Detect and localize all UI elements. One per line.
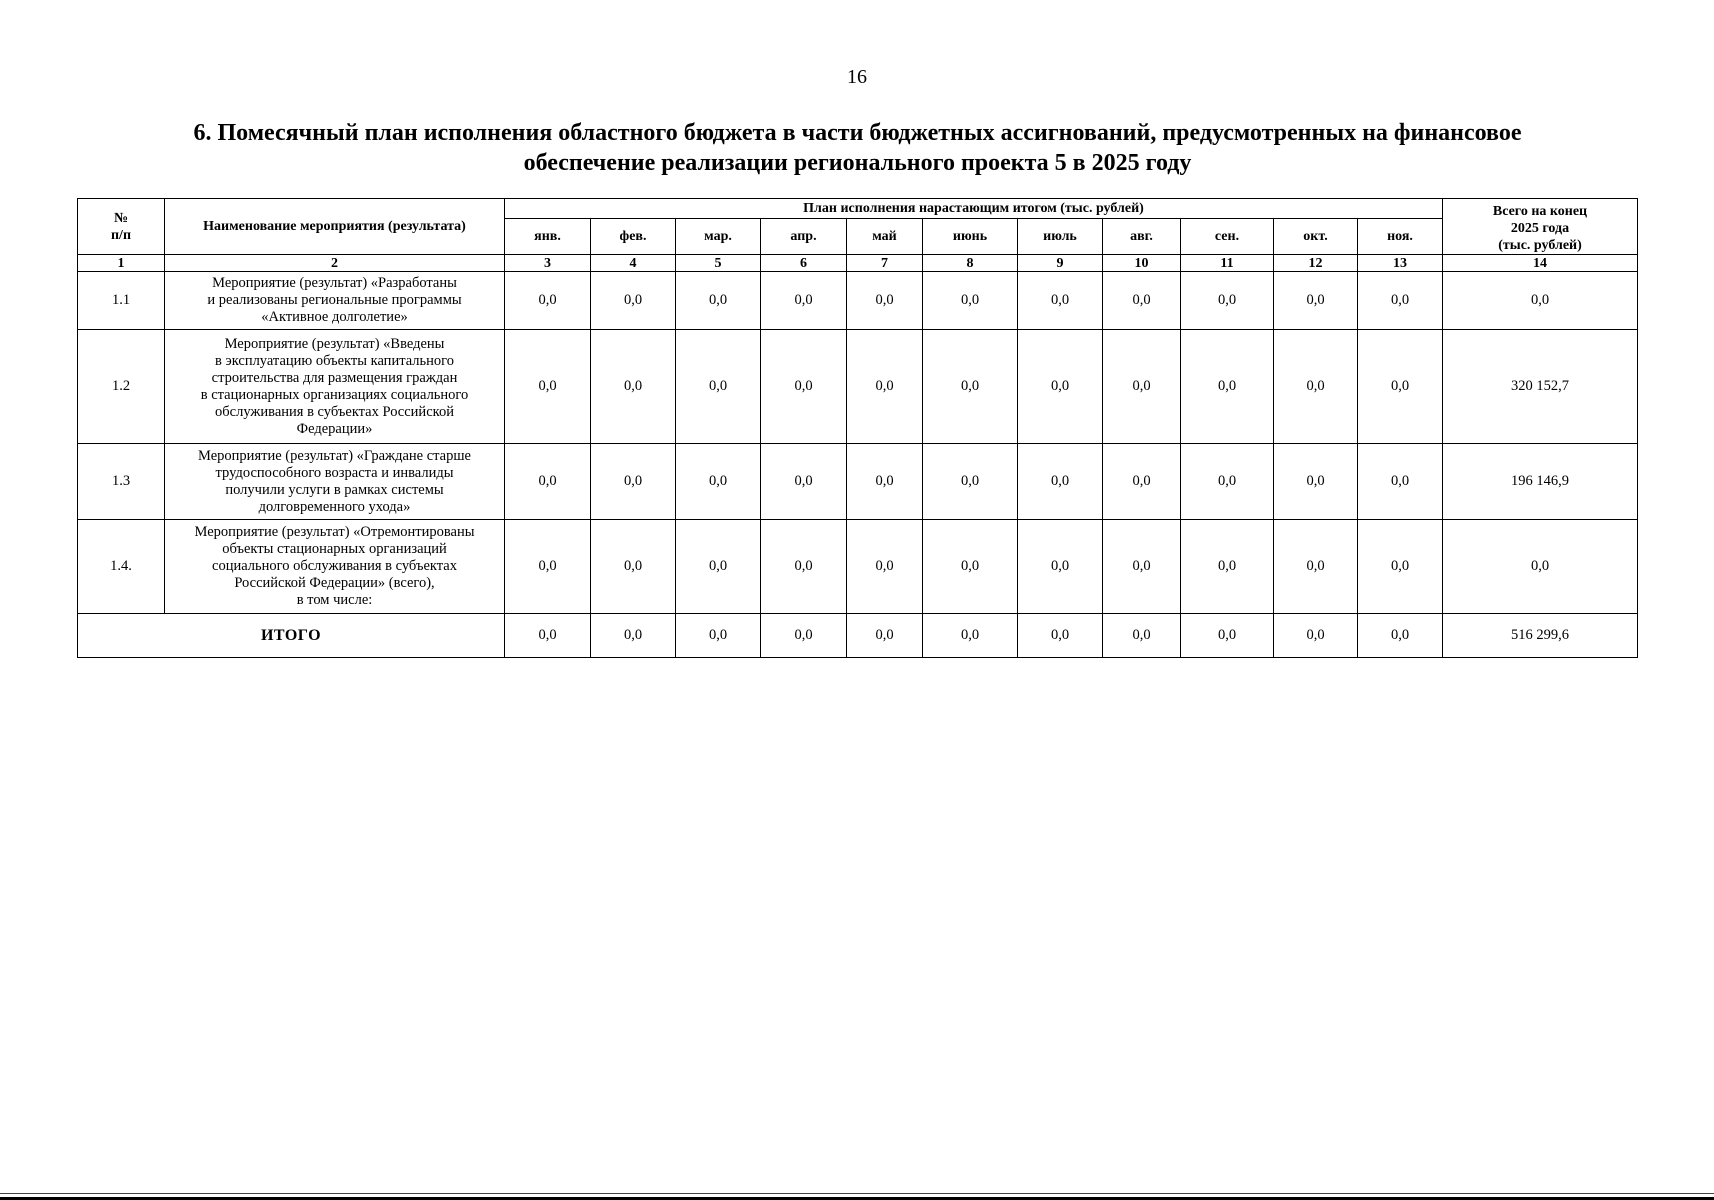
table-row bbox=[78, 272, 1638, 330]
month-value: 0,0 bbox=[1358, 330, 1443, 444]
month-value: 0,0 bbox=[1274, 444, 1358, 520]
total-month-value: 0,0 bbox=[1018, 614, 1103, 658]
month-value: 0,0 bbox=[1274, 520, 1358, 614]
document-title bbox=[160, 118, 1555, 178]
month-value: 0,0 bbox=[505, 444, 591, 520]
footer-divider-thin bbox=[0, 1193, 1714, 1194]
row-name: Мероприятие (результат) «Разработаны и реализованы региональные программы «Активное долголетие» bbox=[165, 272, 505, 330]
month-value: 0,0 bbox=[1018, 520, 1103, 614]
month-value: 0,0 bbox=[1103, 330, 1181, 444]
column-number: 1 bbox=[78, 255, 165, 272]
header-month: авг. bbox=[1103, 219, 1181, 255]
month-value: 0,0 bbox=[1358, 272, 1443, 330]
row-total: 0,0 bbox=[1443, 520, 1638, 614]
table-row bbox=[78, 330, 1638, 444]
page-number: 16 bbox=[847, 66, 867, 88]
column-number: 3 bbox=[505, 255, 591, 272]
column-number: 7 bbox=[847, 255, 923, 272]
total-month-value: 0,0 bbox=[1181, 614, 1274, 658]
header-month: сен. bbox=[1181, 219, 1274, 255]
month-value: 0,0 bbox=[591, 272, 676, 330]
month-value: 0,0 bbox=[591, 444, 676, 520]
header-row-top bbox=[78, 199, 1638, 219]
month-value: 0,0 bbox=[505, 330, 591, 444]
total-month-value: 0,0 bbox=[761, 614, 847, 658]
month-value: 0,0 bbox=[1358, 520, 1443, 614]
table-row bbox=[78, 444, 1638, 520]
month-value: 0,0 bbox=[847, 520, 923, 614]
month-value: 0,0 bbox=[676, 520, 761, 614]
column-number: 14 bbox=[1443, 255, 1638, 272]
total-month-value: 0,0 bbox=[591, 614, 676, 658]
total-label: ИТОГО bbox=[78, 614, 505, 658]
month-value: 0,0 bbox=[1274, 272, 1358, 330]
month-value: 0,0 bbox=[591, 330, 676, 444]
header-month: июнь bbox=[923, 219, 1018, 255]
month-value: 0,0 bbox=[505, 520, 591, 614]
row-name: Мероприятие (результат) «Отремонтированы объекты стационарных организаций социального обслуживания в субъектах Российской Федерации» (всего), в том числе: bbox=[165, 520, 505, 614]
header-month: май bbox=[847, 219, 923, 255]
total-month-value: 0,0 bbox=[676, 614, 761, 658]
month-value: 0,0 bbox=[847, 272, 923, 330]
month-value: 0,0 bbox=[676, 444, 761, 520]
column-number: 6 bbox=[761, 255, 847, 272]
month-value: 0,0 bbox=[1181, 444, 1274, 520]
month-value: 0,0 bbox=[923, 330, 1018, 444]
month-value: 0,0 bbox=[676, 272, 761, 330]
column-number: 13 bbox=[1358, 255, 1443, 272]
month-value: 0,0 bbox=[591, 520, 676, 614]
column-number: 5 bbox=[676, 255, 761, 272]
budget-plan-table bbox=[77, 198, 1638, 658]
month-value: 0,0 bbox=[1358, 444, 1443, 520]
month-value: 0,0 bbox=[676, 330, 761, 444]
month-value: 0,0 bbox=[1018, 444, 1103, 520]
month-value: 0,0 bbox=[1181, 272, 1274, 330]
month-value: 0,0 bbox=[923, 272, 1018, 330]
total-month-value: 0,0 bbox=[1103, 614, 1181, 658]
month-value: 0,0 bbox=[1103, 444, 1181, 520]
row-name: Мероприятие (результат) «Граждане старше трудоспособного возраста и инвалиды получили услуги в рамках системы долговременного ухода» bbox=[165, 444, 505, 520]
total-month-value: 0,0 bbox=[505, 614, 591, 658]
month-value: 0,0 bbox=[847, 444, 923, 520]
header-name: Наименование мероприятия (результата) bbox=[165, 199, 505, 255]
table-row bbox=[78, 520, 1638, 614]
header-row-column-numbers bbox=[78, 255, 1638, 272]
total-row bbox=[78, 614, 1638, 658]
header-month: фев. bbox=[591, 219, 676, 255]
month-value: 0,0 bbox=[1181, 330, 1274, 444]
month-value: 0,0 bbox=[1018, 330, 1103, 444]
header-total: Всего на конец 2025 года (тыс. рублей) bbox=[1443, 199, 1638, 255]
month-value: 0,0 bbox=[1274, 330, 1358, 444]
month-value: 0,0 bbox=[923, 520, 1018, 614]
month-value: 0,0 bbox=[1018, 272, 1103, 330]
column-number: 11 bbox=[1181, 255, 1274, 272]
header-month: мар. bbox=[676, 219, 761, 255]
total-month-value: 0,0 bbox=[923, 614, 1018, 658]
row-total: 320 152,7 bbox=[1443, 330, 1638, 444]
header-month: окт. bbox=[1274, 219, 1358, 255]
month-value: 0,0 bbox=[1181, 520, 1274, 614]
month-value: 0,0 bbox=[1103, 520, 1181, 614]
row-number: 1.2 bbox=[78, 330, 165, 444]
header-month: ноя. bbox=[1358, 219, 1443, 255]
column-number: 12 bbox=[1274, 255, 1358, 272]
column-number: 8 bbox=[923, 255, 1018, 272]
row-name: Мероприятие (результат) «Введены в эксплуатацию объекты капитального строительства для размещения граждан в стационарных организациях социального обслуживания в субъектах Российской Федерации» bbox=[165, 330, 505, 444]
column-number: 4 bbox=[591, 255, 676, 272]
header-month: июль bbox=[1018, 219, 1103, 255]
row-number: 1.4. bbox=[78, 520, 165, 614]
document-title-line-2: обеспечение реализации регионального проекта 5 в 2025 году bbox=[523, 150, 1192, 176]
grand-total: 516 299,6 bbox=[1443, 614, 1638, 658]
column-number: 2 bbox=[165, 255, 505, 272]
header-num: № п/п bbox=[78, 199, 165, 255]
total-month-value: 0,0 bbox=[1274, 614, 1358, 658]
month-value: 0,0 bbox=[761, 444, 847, 520]
header-month: апр. bbox=[761, 219, 847, 255]
month-value: 0,0 bbox=[761, 272, 847, 330]
column-number: 9 bbox=[1018, 255, 1103, 272]
document-title-line-1: 6. Помесячный план исполнения областного бюджета в части бюджетных ассигнований, предусмотренных на финансовое bbox=[193, 120, 1522, 146]
month-value: 0,0 bbox=[847, 330, 923, 444]
month-value: 0,0 bbox=[761, 520, 847, 614]
row-total: 196 146,9 bbox=[1443, 444, 1638, 520]
total-month-value: 0,0 bbox=[847, 614, 923, 658]
total-month-value: 0,0 bbox=[1358, 614, 1443, 658]
month-value: 0,0 bbox=[1103, 272, 1181, 330]
row-number: 1.1 bbox=[78, 272, 165, 330]
row-total: 0,0 bbox=[1443, 272, 1638, 330]
header-plan-group: План исполнения нарастающим итогом (тыс. рублей) bbox=[505, 199, 1443, 219]
row-number: 1.3 bbox=[78, 444, 165, 520]
header-month: янв. bbox=[505, 219, 591, 255]
month-value: 0,0 bbox=[505, 272, 591, 330]
column-number: 10 bbox=[1103, 255, 1181, 272]
month-value: 0,0 bbox=[761, 330, 847, 444]
month-value: 0,0 bbox=[923, 444, 1018, 520]
